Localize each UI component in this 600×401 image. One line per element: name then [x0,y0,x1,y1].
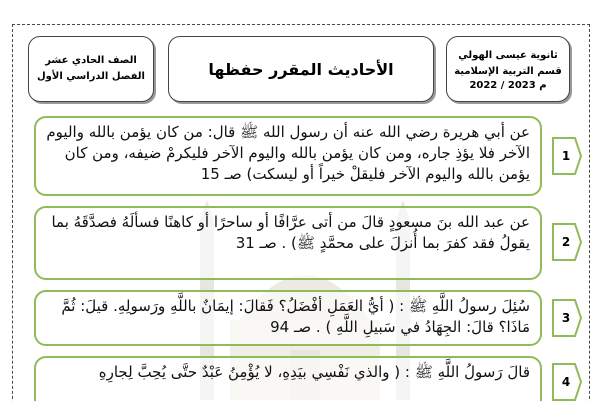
hadith-number: 3 [561,311,571,325]
department-name: قسم التربية الإسلامية [454,65,562,77]
school-name: ثانوية عيسى الهولي [458,49,558,61]
hadith-number-badge [549,222,583,262]
semester-label: الفصل الدراسي الأول [37,71,145,82]
hadith-card [34,356,542,401]
hadith-number: 4 [561,375,571,389]
hadith-number-badge [549,136,583,176]
hadith-card [34,116,542,196]
title-box [168,36,434,102]
school-info-box [446,36,570,102]
hadith-text: سُئِلَ رسولُ اللَّهِ ﷺ : ( أيُّ العَمَلِ أفْضَلُ؟ فَقالَ: إيمَانٌ باللَّهِ ورَسولِهِ. قيلَ: ثُمَّ مَاذَا؟ قالَ: الجِهَادُ في سَبيلِ اللَّهِ ) . صـ 94 [61,297,530,336]
page-title: الأحاديث المقرر حفظها [208,59,394,79]
hadith-number: 2 [561,235,571,249]
hadith-number-badge [549,298,583,338]
hadith-text: قالَ رَسولُ اللَّهِ ﷺ : ( والذي نَفْسِي بيَدِهِ، لا يُؤْمِنُ عَبْدٌ حتَّى يُحِبَّ لِجارِهِ [98,363,530,381]
hadith-text: عن أبي هريرة رضي الله عنه أن رسول الله ﷺ قال: من كان يؤمن بالله واليوم الآخر فلا يؤذِ جاره، ومن كان يؤمن بالله واليوم الآخر فليكرمْ ضيفه، ومن كان يؤمن بالله واليوم الآخر فليقلْ خيراً أو ليسكت) صـ 15 [46,123,530,183]
hadith-number: 1 [561,149,571,163]
hadith-number-badge [549,362,583,401]
hadith-card [34,290,542,346]
academic-year: 2022 / 2023 م [469,79,547,91]
grade-label: الصف الحادي عشر [45,55,137,66]
hadith-text: عن عبد الله بنَ مسعودٍ قالَ من أتى عرَّافًا أو ساحرًا أو كاهنًا فسألَهُ فصدَّقَهُ بما يقولُ فقد كفرَ بما أُنزلَ على محمَّدٍ ﷺ) . صـ 31 [51,213,530,252]
class-info-box [28,36,154,102]
hadith-card [34,206,542,280]
